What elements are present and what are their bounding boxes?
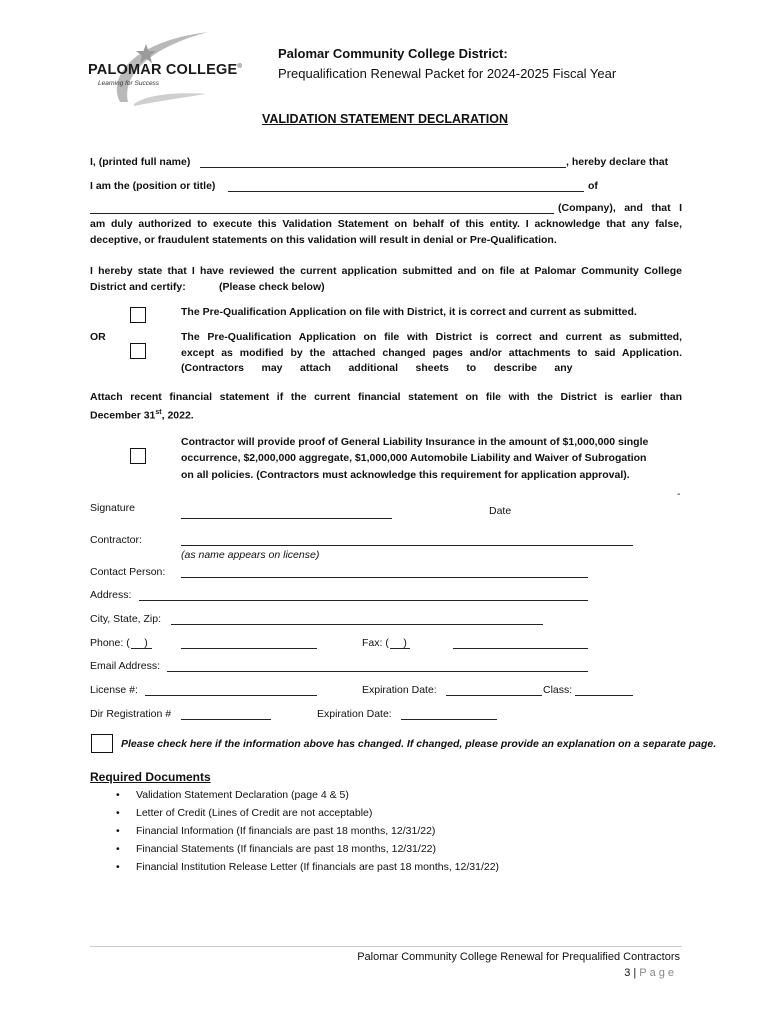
option-2-line-2: except as modified by the attached changed pages and/or attachments to said Application. — [181, 347, 682, 359]
city-state-zip-field[interactable] — [171, 624, 543, 625]
financial-year: , 2022. — [161, 409, 194, 422]
declaration-line-2: am duly authorized to execute this Validation Statement on behalf of this entity. I acknowledge that any false, — [90, 218, 682, 230]
financial-date-suffix: st — [155, 409, 162, 416]
phone-label: Phone: ( ) — [90, 637, 148, 649]
fax-area-code-field[interactable] — [390, 648, 410, 649]
contact-person-field[interactable] — [181, 577, 588, 578]
address-label: Address: — [90, 589, 132, 601]
license-expiration-field[interactable] — [446, 695, 542, 696]
page-number: 3 — [624, 967, 631, 979]
class-label: Class: — [543, 684, 573, 696]
declaration-line-3: deceptive, or fraudulent statements on this validation will result in denial or Pre-Qualification. — [90, 234, 557, 246]
dir-expiration-field[interactable] — [401, 719, 497, 720]
contact-person-label: Contact Person: — [90, 566, 166, 578]
expiration-date-label: Expiration Date: — [362, 684, 437, 696]
position-suffix: of — [588, 180, 598, 192]
option-2-line-1: The Pre-Qualification Application on file with District is correct and current as submitted, — [181, 331, 682, 343]
footer-title: Palomar Community College Renewal for Prequalified Contractors — [357, 951, 680, 963]
printed-name-suffix: , hereby declare that — [566, 156, 669, 168]
printed-name-label: I, (printed full name) — [90, 156, 191, 168]
email-field[interactable] — [167, 671, 588, 672]
insurance-line-2: occurrence, $2,000,000 aggregate, $1,000,000 Automobile Liability and Waiver of Subrogation — [181, 452, 647, 464]
email-label: Email Address: — [90, 660, 161, 672]
license-label: License #: — [90, 684, 138, 696]
dir-expiration-date-label: Expiration Date: — [317, 708, 392, 720]
position-label: I am the (position or title) — [90, 180, 216, 192]
stray-dash: - — [677, 488, 681, 500]
financial-date: December 31 — [90, 409, 156, 422]
option-correct-as-submitted-checkbox[interactable] — [130, 307, 146, 323]
phone-field[interactable] — [181, 648, 317, 649]
date-label: Date — [489, 505, 512, 517]
logo-registered-mark: ® — [237, 64, 242, 71]
list-item: • Validation Statement Declaration (page 4 & 5) — [112, 786, 499, 804]
required-documents-heading: Required Documents — [90, 770, 211, 784]
check-below-note: (Please check below) — [219, 281, 325, 293]
insurance-acknowledge-checkbox[interactable] — [130, 448, 146, 464]
signature-label: Signature — [90, 502, 135, 514]
list-item: • Financial Institution Release Letter (If financials are past 18 months, 12/31/22) — [112, 858, 499, 876]
company-suffix: (Company), and that I — [558, 202, 682, 214]
statement-line-1: I hereby state that I have reviewed the current application submitted and on file at Palomar Community College — [90, 265, 682, 277]
address-field[interactable] — [139, 600, 588, 601]
statement-line-2: District and certify: — [90, 281, 186, 293]
list-item: • Letter of Credit (Lines of Credit are not acceptable) — [112, 804, 499, 822]
option-1-text: The Pre-Qualification Application on file with District, it is correct and current as submitted. — [181, 306, 637, 318]
page-word: Page — [639, 967, 677, 979]
page-separator: | — [630, 967, 640, 979]
list-item: • Financial Information (If financials are past 18 months, 12/31/22) — [112, 822, 499, 840]
option-modified-checkbox[interactable] — [130, 343, 146, 359]
license-name-note: (as name appears on license) — [181, 549, 320, 561]
logo-tagline: Learning for Success — [98, 80, 160, 87]
financial-line-1: Attach recent financial statement if the current financial statement on file with the District is earlier than — [90, 391, 682, 403]
option-2-line-3: (Contractors may attach additional sheets to describe any — [181, 362, 573, 374]
dir-registration-label: Dir Registration # — [90, 708, 172, 720]
insurance-line-1: Contractor will provide proof of General Liability Insurance in the amount of $1,000,000 single — [181, 436, 649, 448]
info-changed-note: Please check here if the information above has changed. If changed, please provide an explanation on a separate page. — [121, 738, 717, 750]
fax-field[interactable] — [453, 648, 588, 649]
dir-registration-field[interactable] — [181, 719, 271, 720]
printed-name-field[interactable] — [200, 167, 566, 168]
city-state-zip-label: City, State, Zip: — [90, 613, 161, 625]
logo-name: PALOMAR COLLEGE — [88, 62, 238, 78]
class-field[interactable] — [575, 695, 633, 696]
required-documents-list — [112, 786, 499, 876]
or-label: OR — [90, 331, 106, 343]
footer-page — [624, 967, 677, 979]
header-district: Palomar Community College District: — [278, 46, 508, 61]
palomar-college-logo — [88, 28, 242, 110]
list-item: • Financial Statements (If financials are past 18 months, 12/31/22) — [112, 840, 499, 858]
insurance-line-3: on all policies. (Contractors must acknowledge this requirement for application approval). — [181, 469, 630, 481]
phone-area-code-field[interactable] — [131, 648, 152, 649]
license-field[interactable] — [145, 695, 317, 696]
signature-field[interactable] — [181, 518, 392, 519]
page-title: VALIDATION STATEMENT DECLARATION — [261, 112, 509, 126]
info-changed-checkbox[interactable] — [91, 734, 113, 753]
footer-divider — [90, 946, 682, 947]
contractor-field[interactable] — [181, 545, 633, 546]
header-packet-title: Prequalification Renewal Packet for 2024-2025 Fiscal Year — [278, 66, 617, 81]
company-field[interactable] — [90, 213, 554, 214]
contractor-label: Contractor: — [90, 534, 142, 546]
position-field[interactable] — [228, 191, 584, 192]
fax-label: Fax: ( ) — [362, 637, 407, 649]
financial-line-2 — [90, 409, 194, 422]
